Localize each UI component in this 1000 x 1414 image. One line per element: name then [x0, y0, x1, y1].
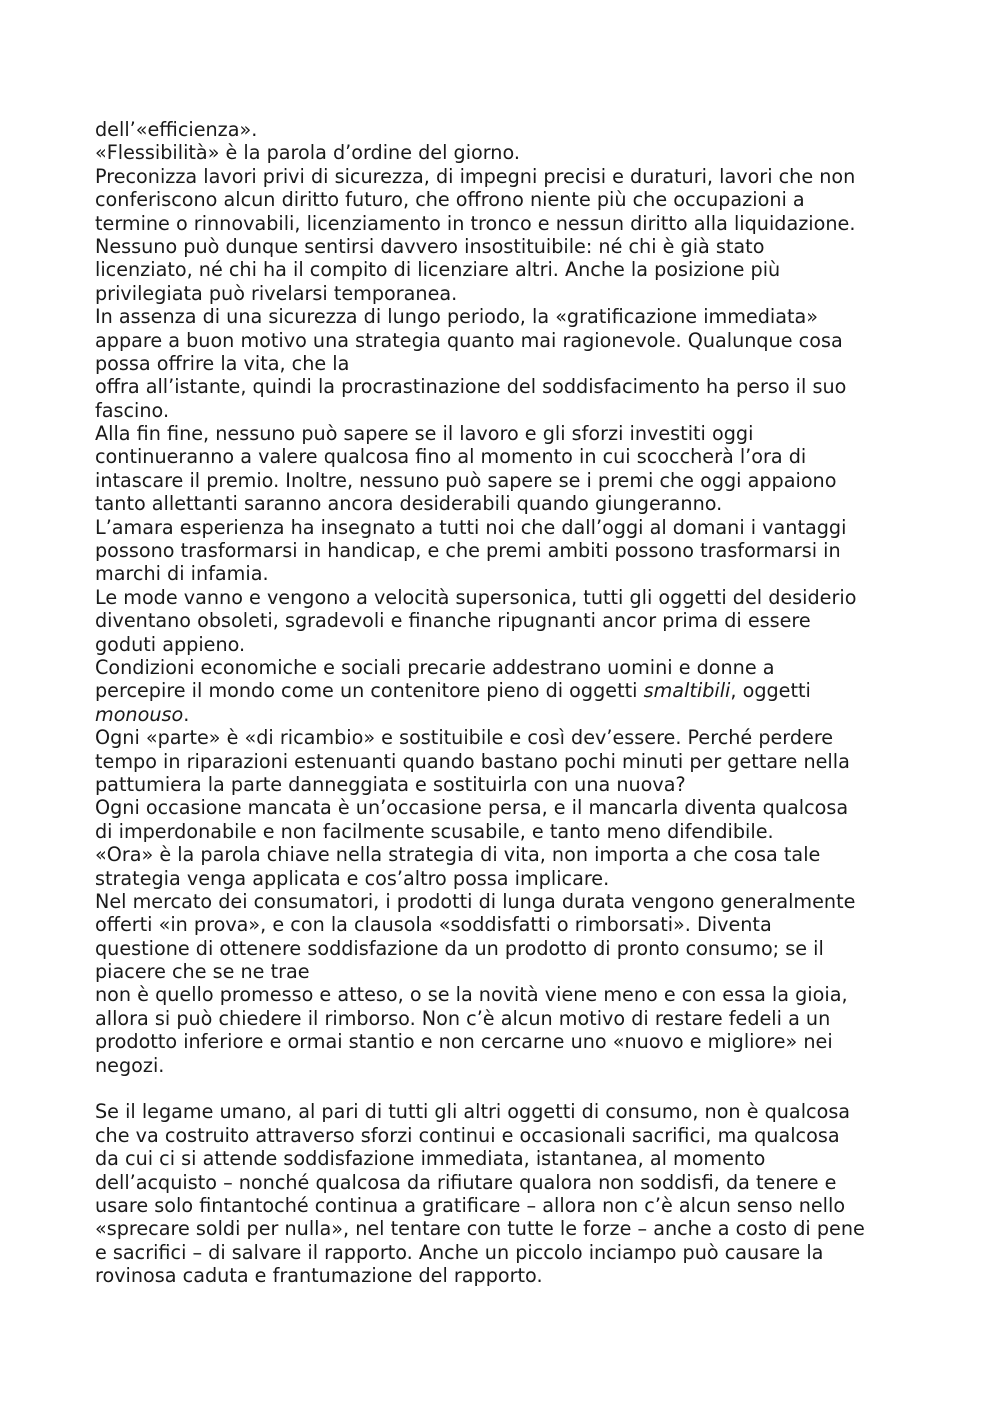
- text-line: Ogni «parte» è «di ricambio» e sostituibile e così dev’essere. Perché perdere: [95, 726, 834, 750]
- text-line-mixed: [95, 679, 925, 702]
- text-line: goduti appieno.: [95, 632, 246, 656]
- text-line: Alla fin fine, nessuno può sapere se il lavoro e gli sforzi investiti oggi: [95, 422, 754, 446]
- text-line: non è quello promesso e atteso, o se la novità viene meno e con essa la gioia,: [95, 983, 848, 1007]
- text-line: offerti «in prova», e con la clausola «soddisfatti o rimborsati». Diventa: [95, 913, 772, 937]
- text-segment: percepire il mondo come un contenitore pieno di oggetti: [95, 679, 644, 703]
- text-line: In assenza di una sicurezza di lungo periodo, la «gratificazione immediata»: [95, 305, 819, 329]
- text-line: Se il legame umano, al pari di tutti gli altri oggetti di consumo, non è qualcosa: [95, 1100, 851, 1124]
- text-line: piacere che se ne trae: [95, 960, 310, 984]
- text-line: privilegiata può rivelarsi temporanea.: [95, 281, 458, 305]
- text-line: Preconizza lavori privi di sicurezza, di impegni precisi e duraturi, lavori che non: [95, 164, 856, 188]
- text-line: diventano obsoleti, sgradevoli e financhе ripugnanti ancor prima di essere: [95, 609, 811, 633]
- text-line: appare a buon motivo una strategia quanto mai ragionevole. Qualunque cosa: [95, 328, 843, 352]
- text-line: strategia venga applicata e cos’altro possa implicare.: [95, 866, 610, 890]
- text-line: licenziato, né chi ha il compito di licenziare altri. Anche la posizione più: [95, 258, 781, 282]
- text-line: dell’acquisto – nonché qualcosa da rifiutare qualora non soddisfi, da tenere e: [95, 1170, 837, 1194]
- text-line: Condizioni economiche e sociali precarie addestrano uomini e donne a: [95, 655, 775, 679]
- text-line: continueranno a valere qualcosa fino al momento in cui scoccherà l’ora di: [95, 445, 807, 469]
- italic-word: monouso: [95, 702, 184, 726]
- text-line: usare solo fintantoché continua a gratificare – allora non c’è alcun senso nello: [95, 1193, 846, 1217]
- text-line: L’amara esperienza ha insegnato a tutti noi che dall’oggi al domani i vantaggi: [95, 515, 847, 539]
- text-line: intascare il premio. Inoltre, nessuno può sapere se i premi che oggi appaiono: [95, 468, 837, 492]
- text-line: prodotto inferiore e ormai stantio e non cercarne uno «nuovo e migliore» nei: [95, 1030, 833, 1054]
- text-segment: , oggetti: [730, 679, 811, 703]
- italic-word: smaltibili: [643, 679, 731, 703]
- text-line: negozi.: [95, 1053, 165, 1077]
- text-line: «sprecare soldi per nulla», nel tentare con tutte le forze – anche a costo di pene: [95, 1217, 865, 1241]
- text-line-mixed: [95, 703, 925, 726]
- text-line: pattumiera la parte danneggiata e sostituirla con una nuova?: [95, 772, 686, 796]
- text-line: «Flessibilità» è la parola d’ordine del giorno.: [95, 141, 520, 165]
- text-line: marchi di infamia.: [95, 562, 269, 586]
- text-line: possono trasformarsi in handicap, e che premi ambiti possono trasformarsi in: [95, 539, 841, 563]
- text-line: «Ora» è la parola chiave nella strategia di vita, non importa a che cosa tale: [95, 843, 821, 867]
- text-line: Le mode vanno e vengono a velocità supersonica, tutti gli oggetti del desiderio: [95, 585, 857, 609]
- paragraph-gap: [95, 1077, 925, 1100]
- text-line: offra all’istante, quindi la procrastinazione del soddisfacimento ha perso il suo: [95, 375, 847, 399]
- text-segment: .: [183, 702, 190, 726]
- text-line: tanto allettanti saranno ancora desiderabili quando giungeranno.: [95, 492, 723, 516]
- text-line: fascino.: [95, 398, 170, 422]
- body-text: [95, 118, 925, 1288]
- text-line: Nessuno può dunque sentirsi davvero insostituibile: né chi è già stato: [95, 234, 765, 258]
- text-line: possa offrire la vita, che la: [95, 351, 350, 375]
- text-line: rovinosa caduta e frantumazione del rapporto.: [95, 1264, 543, 1288]
- text-line: questione di ottenere soddisfazione da un prodotto di pronto consumo; se il: [95, 936, 824, 960]
- text-line: tempo in riparazioni estenuanti quando bastano pochi minuti per gettare nella: [95, 749, 850, 773]
- text-line: da cui ci si attende soddisfazione immediata, istantanea, al momento: [95, 1147, 766, 1171]
- text-line: che va costruito attraverso sforzi continui e occasionali sacrifici, ma qualcosa: [95, 1123, 840, 1147]
- text-line: termine o rinnovabili, licenziamento in tronco e nessun diritto alla liquidazione.: [95, 211, 856, 235]
- text-line: Ogni occasione mancata è un’occasione persa, e il mancarla diventa qualcosa: [95, 796, 849, 820]
- text-line: allora si può chiedere il rimborso. Non c’è alcun motivo di restare fedeli a un: [95, 1006, 831, 1030]
- text-line: Nel mercato dei consumatori, i prodotti di lunga durata vengono generalmente: [95, 889, 856, 913]
- text-line: conferiscono alcun diritto futuro, che offrono niente più che occupazioni a: [95, 188, 805, 212]
- text-line: e sacrifici – di salvare il rapporto. Anche un piccolo inciampo può causare la: [95, 1240, 824, 1264]
- text-line: dell’«efficienza».: [95, 118, 258, 141]
- text-line: di imperdonabile e non facilmente scusabile, e tanto meno difendibile.: [95, 819, 774, 843]
